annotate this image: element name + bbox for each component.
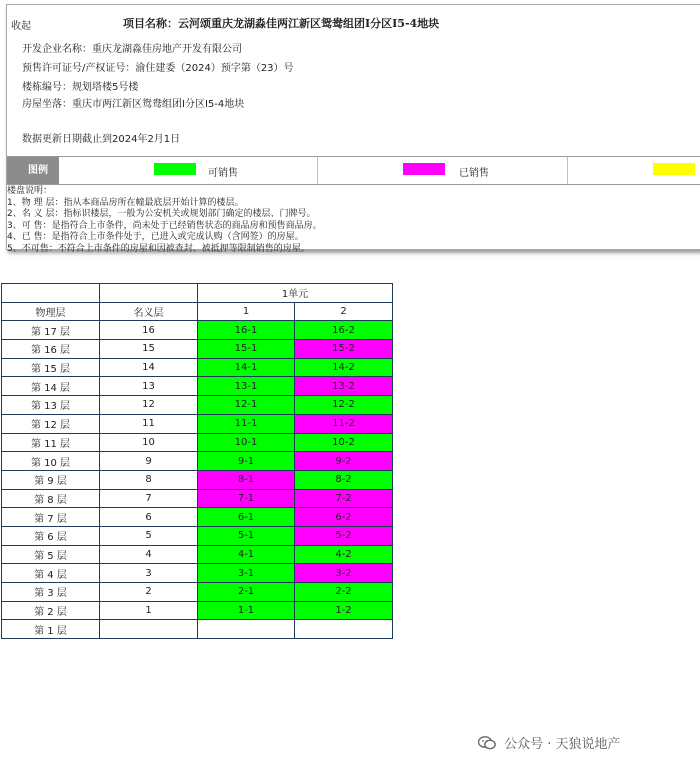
room-cell[interactable]: 13-2: [295, 377, 393, 396]
table-row: [2, 377, 393, 396]
room-cell[interactable]: 11-2: [295, 414, 393, 433]
room-cell[interactable]: 15-1: [198, 340, 295, 359]
column-header-nominal: 名义层: [100, 302, 198, 321]
permit-line: 预售许可证号/产权证号：渝住建委（2024）预字第（23）号: [22, 63, 294, 74]
column-header-room: 1: [198, 302, 295, 321]
physical-floor-cell: 第 10 层: [2, 452, 100, 471]
room-cell: [295, 620, 393, 639]
legend-bar: [7, 156, 700, 185]
room-cell[interactable]: 11-1: [198, 414, 295, 433]
update-date-line: 数据更新日期截止到2024年2月1日: [22, 134, 181, 145]
room-cell[interactable]: 16-1: [198, 321, 295, 340]
room-cell[interactable]: 3-1: [198, 564, 295, 583]
note-item: 5、不可售：不符合上市条件的房屋和因被查封、被抵押等限制销售的房屋。: [7, 243, 310, 254]
nominal-floor-cell: 15: [100, 340, 198, 359]
table-row: [2, 433, 393, 452]
collapse-button[interactable]: 收起: [11, 21, 31, 32]
nominal-floor-cell: [100, 620, 198, 639]
table-row: [2, 321, 393, 340]
room-cell[interactable]: 13-1: [198, 377, 295, 396]
notes-heading: 楼盘说明：: [7, 186, 53, 196]
legend-swatch-available: [154, 163, 196, 175]
physical-floor-cell: 第 2 层: [2, 601, 100, 620]
nominal-floor-cell: 8: [100, 470, 198, 489]
legend-label-available: 可销售: [208, 168, 238, 179]
room-cell[interactable]: 7-2: [295, 489, 393, 508]
nominal-floor-cell: 1: [100, 601, 198, 620]
column-header-room: 2: [295, 302, 393, 321]
nominal-floor-cell: 7: [100, 489, 198, 508]
note-item: 2、名 义 层：指标识楼层，一般为公安机关或规划部门确定的楼层、门牌号。: [7, 209, 316, 219]
column-header-physical: 物理层: [2, 302, 100, 321]
room-cell[interactable]: 14-1: [198, 358, 295, 377]
room-cell[interactable]: 4-2: [295, 545, 393, 564]
physical-floor-cell: 第 4 层: [2, 564, 100, 583]
physical-floor-cell: 第 7 层: [2, 508, 100, 527]
physical-floor-cell: 第 16 层: [2, 340, 100, 359]
table-row: [2, 340, 393, 359]
room-cell[interactable]: 9-1: [198, 452, 295, 471]
legend-swatch-sold: [403, 163, 445, 175]
nominal-floor-cell: 12: [100, 396, 198, 415]
unit-header: 1单元: [198, 284, 393, 303]
room-cell[interactable]: 4-1: [198, 545, 295, 564]
project-info-panel: [6, 4, 700, 254]
physical-floor-cell: 第 9 层: [2, 470, 100, 489]
nominal-floor-cell: 10: [100, 433, 198, 452]
nominal-floor-cell: 11: [100, 414, 198, 433]
header-blank: [2, 284, 100, 303]
building-notes: [7, 186, 322, 255]
room-cell[interactable]: 6-1: [198, 508, 295, 527]
header-blank: [100, 284, 198, 303]
room-cell[interactable]: 3-2: [295, 564, 393, 583]
table-row: [2, 470, 393, 489]
physical-floor-cell: 第 17 层: [2, 321, 100, 340]
table-row: [2, 489, 393, 508]
room-cell[interactable]: 10-1: [198, 433, 295, 452]
nominal-floor-cell: 2: [100, 583, 198, 602]
note-item: 4、已 售：是指符合上市条件处于，已进入或完成认购（含网签）的房屋。: [7, 232, 304, 242]
room-cell[interactable]: 2-1: [198, 583, 295, 602]
note-item: 3、可 售：是指符合上市条件，尚未处于已经销售状态的商品房和预售商品房。: [7, 220, 322, 231]
room-cell[interactable]: 7-1: [198, 489, 295, 508]
legend-divider: [317, 157, 318, 184]
table-row: [2, 508, 393, 527]
room-cell: [198, 620, 295, 639]
room-cell[interactable]: 15-2: [295, 340, 393, 359]
physical-floor-cell: 第 5 层: [2, 545, 100, 564]
room-cell[interactable]: 16-2: [295, 321, 393, 340]
note-item: 1、物 理 层：指从本商品房所在幢最底层开始计算的楼层。: [7, 197, 244, 208]
physical-floor-cell: 第 11 层: [2, 433, 100, 452]
table-row: [2, 620, 393, 639]
nominal-floor-cell: 13: [100, 377, 198, 396]
room-cell[interactable]: 12-1: [198, 396, 295, 415]
table-row: [2, 396, 393, 415]
room-cell[interactable]: 12-2: [295, 396, 393, 415]
physical-floor-cell: 第 15 层: [2, 358, 100, 377]
watermark: [478, 733, 621, 754]
nominal-floor-cell: 9: [100, 452, 198, 471]
nominal-floor-cell: 14: [100, 358, 198, 377]
legend-label-sold: 已销售: [459, 168, 489, 179]
table-row: [2, 583, 393, 602]
nominal-floor-cell: 6: [100, 508, 198, 527]
room-cell[interactable]: 9-2: [295, 452, 393, 471]
physical-floor-cell: 第 14 层: [2, 377, 100, 396]
legend-title: 图例: [7, 157, 59, 184]
room-cell[interactable]: 1-2: [295, 601, 393, 620]
table-row: [2, 564, 393, 583]
room-cell[interactable]: 8-2: [295, 470, 393, 489]
wechat-icon: [478, 736, 496, 754]
table-row: [2, 601, 393, 620]
nominal-floor-cell: 5: [100, 526, 198, 545]
legend-divider: [567, 157, 568, 184]
room-cell[interactable]: 10-2: [295, 433, 393, 452]
table-row: [2, 452, 393, 471]
table-row: [2, 358, 393, 377]
watermark-text: 公众号 · 天狼说地产: [504, 737, 621, 752]
table-row: [2, 526, 393, 545]
nominal-floor-cell: 4: [100, 545, 198, 564]
physical-floor-cell: 第 12 层: [2, 414, 100, 433]
nominal-floor-cell: 16: [100, 321, 198, 340]
project-title: 项目名称：云河颂重庆龙湖淼佳两江新区鸳鸯组团I分区I5-4地块: [123, 17, 440, 30]
physical-floor-cell: 第 6 层: [2, 526, 100, 545]
floor-unit-table: [1, 283, 393, 639]
physical-floor-cell: 第 13 层: [2, 396, 100, 415]
table-row: [2, 414, 393, 433]
physical-floor-cell: 第 1 层: [2, 620, 100, 639]
nominal-floor-cell: 3: [100, 564, 198, 583]
room-cell[interactable]: 1-1: [198, 601, 295, 620]
room-cell[interactable]: 8-1: [198, 470, 295, 489]
table-row: [2, 545, 393, 564]
room-cell[interactable]: 6-2: [295, 508, 393, 527]
physical-floor-cell: 第 3 层: [2, 583, 100, 602]
developer-line: 开发企业名称：重庆龙湖淼佳房地产开发有限公司: [22, 44, 242, 55]
legend-swatch-unavailable: [653, 163, 695, 175]
room-cell[interactable]: 14-2: [295, 358, 393, 377]
room-cell[interactable]: 5-1: [198, 526, 295, 545]
address-line: 房屋坐落：重庆市两江新区鸳鸯组团I分区I5-4地块: [22, 99, 245, 110]
room-cell[interactable]: 2-2: [295, 583, 393, 602]
physical-floor-cell: 第 8 层: [2, 489, 100, 508]
building-line: 楼栋编号：规划塔楼5号楼: [22, 82, 139, 93]
room-cell[interactable]: 5-2: [295, 526, 393, 545]
